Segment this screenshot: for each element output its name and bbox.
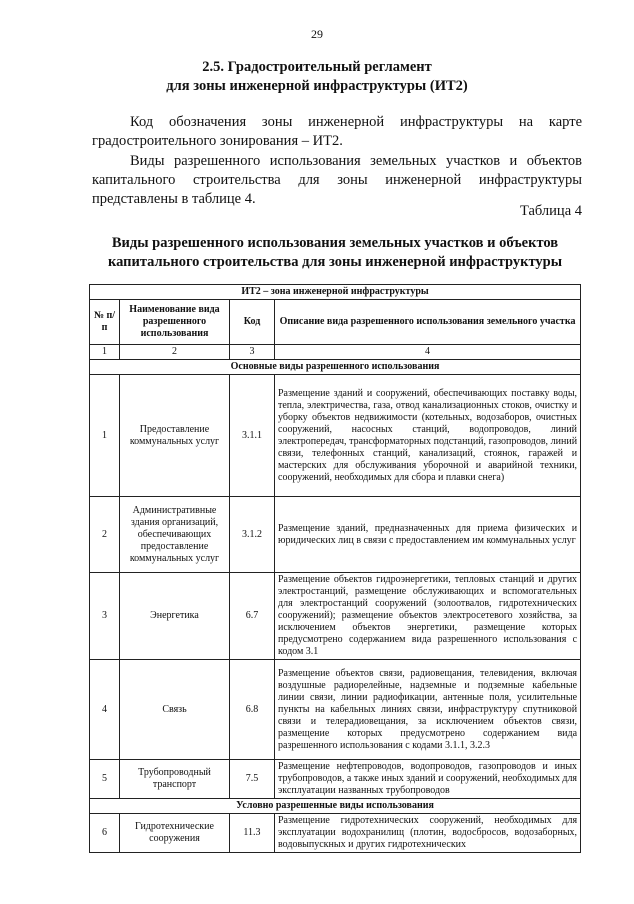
zone-code-paragraph: Код обозначения зоны инженерной инфраструктуры на карте градостроительного зонирования – ИТ2.	[92, 114, 582, 149]
table-row	[90, 573, 581, 660]
row-num: 2	[90, 497, 120, 573]
row-code: 11.3	[230, 814, 275, 853]
section-heading	[0, 58, 634, 96]
table-title	[80, 234, 590, 272]
table-row	[90, 497, 581, 573]
row-code: 6.7	[230, 573, 275, 660]
row-description: Размещение зданий и сооружений, обеспечивающих поставку воды, тепла, электричества, газа, отвод канализационных стоков, очистку и уборку объектов недвижимости (котельных, водозаборов, очистных сооружений, насосных станций, водопроводов, линий электропередач, трансформаторных подстанций, газопроводов, линий связи, телефонных станций, канализаций, стоянок, гаражей и мастерских для обслуживания уборочной и аварийной техники, сооружений, необходимых для сбора и плавки снега)	[275, 375, 581, 497]
table-row	[90, 660, 581, 760]
section-row-conditional	[90, 799, 581, 814]
header-name: Наименование вида разрешенного использования	[120, 300, 230, 345]
table-title-line-2: капитального строительства для зоны инженерной инфраструктуры	[107, 254, 563, 270]
row-description: Размещение объектов гидроэнергетики, тепловых станций и других электростанций, размещение обслуживающих и вспомогательных для электростанций сооружений (золоотвалов, гидротехнических сооружений); размещение объектов электросетевого хозяйства, за исключением объектов энергетики, размещение которых предусмотрено содержанием вида разрешенного использования с кодом 3.1	[275, 573, 581, 660]
zone-header-cell: ИТ2 – зона инженерной инфраструктуры	[90, 285, 581, 300]
table-label: Таблица 4	[519, 203, 582, 219]
table-title-line-1: Виды разрешенного использования земельных участков и объектов	[111, 235, 559, 251]
row-name: Предоставление коммунальных услуг	[120, 375, 230, 497]
column-number: 1	[90, 345, 120, 360]
row-name: Энергетика	[120, 573, 230, 660]
column-number: 4	[275, 345, 581, 360]
row-name: Гидротехнические сооружения	[120, 814, 230, 853]
row-description: Размещение гидротехнических сооружений, необходимых для эксплуатации водохранилищ (плотин, водосбросов, водозаборных, водовыпускных и других гидротехнических	[275, 814, 581, 853]
header-num: № п/п	[90, 300, 120, 345]
row-description: Размещение зданий, предназначенных для приема физических и юридических лиц в связи с предоставлением им коммунальных услуг	[275, 497, 581, 573]
header-description: Описание вида разрешенного использования земельного участка	[275, 300, 581, 345]
row-description: Размещение нефтепроводов, водопроводов, газопроводов и иных трубопроводов, а также иных зданий и сооружений, необходимых для эксплуатации названных трубопроводов	[275, 760, 581, 799]
row-name: Трубопроводный транспорт	[120, 760, 230, 799]
row-code: 7.5	[230, 760, 275, 799]
permitted-uses-table	[89, 284, 581, 853]
section-row-main	[90, 360, 581, 375]
permitted-uses-paragraph: Виды разрешенного использования земельных участков и объектов капитального строительства для зоны инженерной инфраструктуры представлены в таблице 4.	[92, 153, 582, 207]
page-number: 29	[311, 27, 323, 41]
row-code: 3.1.2	[230, 497, 275, 573]
row-name: Административные здания организаций, обеспечивающих предоставление коммунальных услуг	[120, 497, 230, 573]
column-header-row	[90, 300, 581, 345]
row-num: 3	[90, 573, 120, 660]
section-main-label: Основные виды разрешенного использования	[90, 360, 581, 375]
section-heading-line-2: для зоны инженерной инфраструктуры (ИТ2)	[166, 78, 468, 94]
column-number-row	[90, 345, 581, 360]
table-row	[90, 760, 581, 799]
column-number: 2	[120, 345, 230, 360]
row-num: 4	[90, 660, 120, 760]
zone-header-row	[90, 285, 581, 300]
table-row	[90, 814, 581, 853]
header-code: Код	[230, 300, 275, 345]
row-name: Связь	[120, 660, 230, 760]
row-num: 1	[90, 375, 120, 497]
section-conditional-label: Условно разрешенные виды использования	[90, 799, 581, 814]
section-heading-line-1: 2.5. Градостроительный регламент	[202, 59, 432, 75]
row-num: 6	[90, 814, 120, 853]
row-code: 3.1.1	[230, 375, 275, 497]
row-description: Размещение объектов связи, радиовещания, телевидения, включая воздушные радиорелейные, надземные и подземные кабельные линии связи, линии радиофикации, антенные поля, усилительные пункты на кабельных линиях связи, инфраструктуру спутниковой связи и телерадиовещания, за исключением объектов связи, размещение которых предусмотрено содержанием вида разрешенного использования с кодами 3.1.1, 3.2.3	[275, 660, 581, 760]
row-code: 6.8	[230, 660, 275, 760]
table-row	[90, 375, 581, 497]
column-number: 3	[230, 345, 275, 360]
row-num: 5	[90, 760, 120, 799]
